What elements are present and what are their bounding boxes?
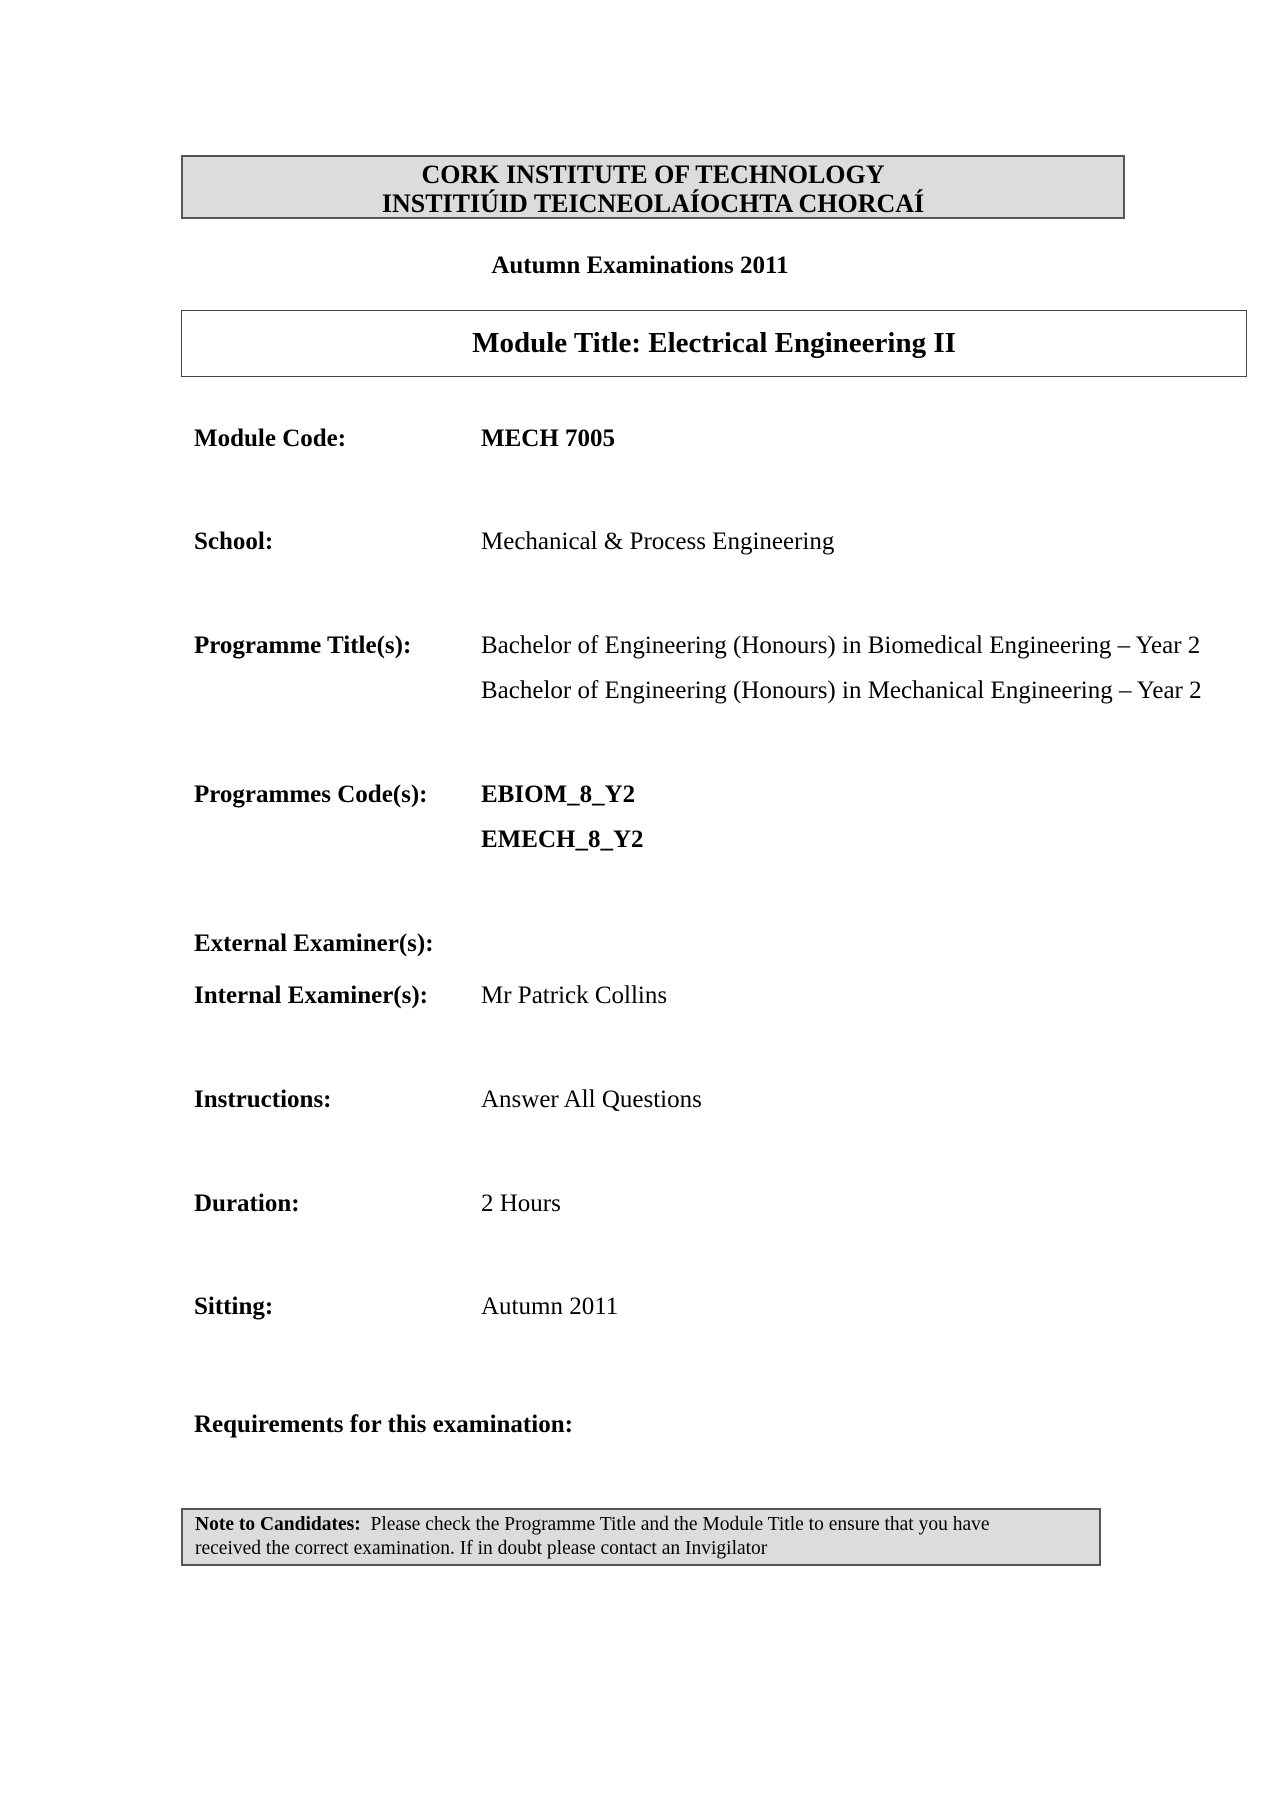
internal-examiners-label: Internal Examiner(s): xyxy=(194,982,428,1009)
sitting-label: Sitting: xyxy=(194,1293,274,1320)
institute-header xyxy=(181,155,1125,219)
requirements-label: Requirements for this examination: xyxy=(194,1411,573,1438)
sitting-value: Autumn 2011 xyxy=(481,1293,619,1320)
note-to-candidates xyxy=(181,1508,1101,1566)
exam-session-text: Autumn Examinations 2011 xyxy=(491,252,789,279)
duration-value: 2 Hours xyxy=(481,1190,561,1217)
duration-label: Duration: xyxy=(194,1190,300,1217)
note-text-line-2: received the correct examination. If in doubt please contact an Invigilator xyxy=(195,1538,768,1559)
note-line-1 xyxy=(195,1513,1099,1537)
school-label: School: xyxy=(194,528,274,555)
programme-codes-label: Programmes Code(s): xyxy=(194,781,428,808)
programme-title-biomedical: Bachelor of Engineering (Honours) in Biomedical Engineering – Year 2 xyxy=(481,632,1201,659)
internal-examiners-value: Mr Patrick Collins xyxy=(481,982,668,1009)
exam-session-title xyxy=(0,252,1280,280)
note-text-line-1: Please check the Programme Title and the Module Title to ensure that you have xyxy=(370,1514,990,1535)
school-value: Mechanical & Process Engineering xyxy=(481,528,835,555)
programme-titles-label: Programme Title(s): xyxy=(194,632,412,659)
programme-code-ebiom: EBIOM_8_Y2 xyxy=(481,781,636,808)
instructions-label: Instructions: xyxy=(194,1086,332,1113)
institute-name-english: CORK INSTITUTE OF TECHNOLOGY xyxy=(421,160,885,189)
instructions-value: Answer All Questions xyxy=(481,1086,702,1113)
external-examiners-label: External Examiner(s): xyxy=(194,930,434,957)
note-heading: Note to Candidates: xyxy=(195,1514,361,1535)
module-title: Module Title: Electrical Engineering II xyxy=(181,310,1247,377)
programme-title-mechanical: Bachelor of Engineering (Honours) in Mechanical Engineering – Year 2 xyxy=(481,677,1202,704)
institute-name-irish: INSTITIÚID TEICNEOLAÍOCHTA CHORCAÍ xyxy=(381,189,925,218)
module-code-label: Module Code: xyxy=(194,425,347,452)
programme-code-emech: EMECH_8_Y2 xyxy=(481,826,644,853)
module-code-value: MECH 7005 xyxy=(481,425,616,452)
